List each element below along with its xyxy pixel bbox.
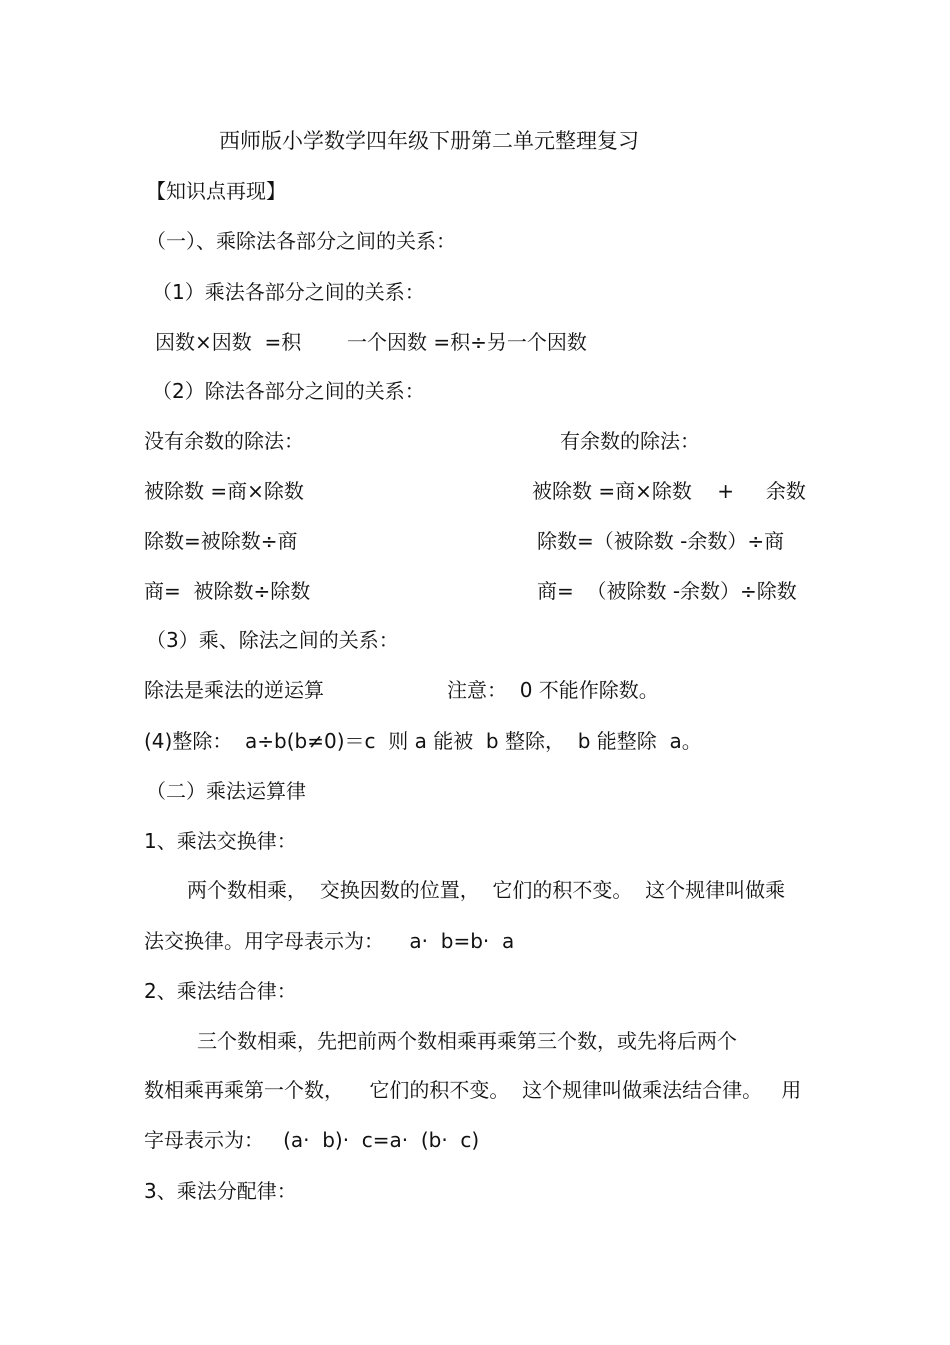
- divisibility-line: (4)整除： a÷b(b≠0)＝c 则 a 能被 b 整除， b 能整除 a。: [144, 729, 702, 753]
- distributive-law-heading: 3、乘法分配律：: [144, 1179, 297, 1203]
- no-remainder-formula-1: 被除数 =商×除数: [144, 479, 304, 503]
- commutative-law-heading: 1、乘法交换律：: [144, 829, 297, 853]
- mult-formula-1: 因数×因数 =积: [155, 330, 302, 354]
- associative-law-text-3: 字母表示为： (a· b)· c=a· (b· c): [144, 1128, 480, 1152]
- no-remainder-formula-3: 商= 被除数÷除数: [144, 579, 311, 603]
- part2-heading: （二）乘法运算律: [146, 779, 306, 803]
- no-remainder-heading: 没有余数的除法：: [144, 429, 304, 453]
- part1-heading: （一）、乘除法各部分之间的关系：: [146, 229, 456, 253]
- commutative-law-text-2: 法交换律。用字母表示为： a· b=b· a: [144, 929, 515, 953]
- associative-law-text-2: 数相乘再乘第一个数， 它们的积不变。 这个规律叫做乘法结合律。 用: [144, 1078, 802, 1102]
- with-remainder-formula-1: 被除数 =商×除数 + 余数: [532, 479, 806, 503]
- associative-law-text-1: 三个数相乘，先把前两个数相乘再乘第三个数，或先将后两个: [197, 1029, 737, 1053]
- commutative-law-text-1: 两个数相乘， 交换因数的位置， 它们的积不变。 这个规律叫做乘: [187, 878, 786, 902]
- div-relation-heading: （2）除法各部分之间的关系：: [152, 379, 425, 403]
- section-heading: 【知识点再现】: [146, 179, 286, 203]
- with-remainder-heading: 有余数的除法：: [560, 429, 700, 453]
- with-remainder-formula-3: 商= （被除数 -余数）÷除数: [537, 579, 797, 603]
- mult-formula-2: 一个因数 =积÷另一个因数: [347, 330, 587, 354]
- associative-law-heading: 2、乘法结合律：: [144, 979, 297, 1003]
- mult-relation-heading: （1）乘法各部分之间的关系：: [152, 280, 425, 304]
- with-remainder-formula-2: 除数=（被除数 -余数）÷商: [537, 529, 785, 553]
- page-title: 西师版小学数学四年级下册第二单元整理复习: [219, 129, 639, 153]
- relation-inverse: 除法是乘法的逆运算: [144, 678, 324, 702]
- no-remainder-formula-2: 除数=被除数÷商: [144, 529, 298, 553]
- relation-note: 注意： 0 不能作除数。: [447, 678, 659, 702]
- relation-heading: （3）乘、除法之间的关系：: [146, 628, 399, 652]
